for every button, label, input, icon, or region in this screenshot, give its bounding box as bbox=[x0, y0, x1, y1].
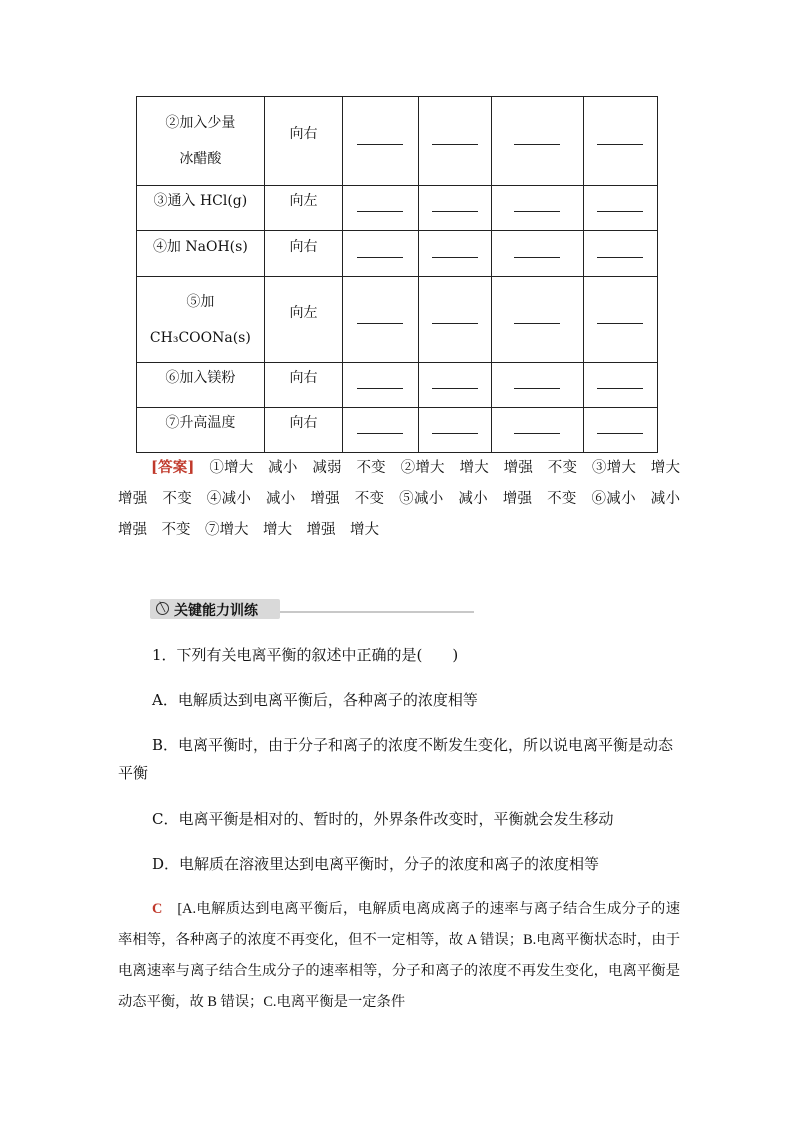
blank-line bbox=[514, 247, 560, 258]
blank-line bbox=[357, 378, 403, 389]
table-row bbox=[137, 97, 658, 186]
answer-text: ①增大 减小 减弱 不变 ②增大 增大 增强 不变 ③增大 增大 增强 不变 ④减小 减小 增强 不变 ⑤减小 减小 增强 不变 ⑥减小 减小 增强 不变 ⑦增大 增大 增强 增大 bbox=[118, 460, 695, 538]
blank-cell bbox=[418, 231, 491, 277]
section-divider bbox=[280, 611, 474, 613]
option-d: D．电解质在溶液里达到电离平衡时，分子的浓度和离子的浓度相等 bbox=[152, 855, 600, 873]
blank-cell bbox=[492, 277, 584, 363]
blank-line bbox=[357, 201, 403, 212]
table-row bbox=[137, 408, 658, 453]
answer-tag: [答案] bbox=[151, 459, 195, 476]
blank-cell bbox=[418, 408, 491, 453]
blank-cell bbox=[418, 186, 491, 231]
section-title: 关键能力训练 bbox=[174, 603, 258, 619]
blank-line bbox=[514, 423, 560, 434]
condition-cell: ②加入少量 冰醋酸 bbox=[137, 97, 265, 186]
blank-line bbox=[597, 423, 643, 434]
blank-line bbox=[432, 134, 478, 145]
blank-cell bbox=[492, 408, 584, 453]
blank-cell bbox=[418, 277, 491, 363]
blank-line bbox=[597, 201, 643, 212]
blank-cell bbox=[583, 277, 657, 363]
option-b: B．电离平衡时，由于分子和离子的浓度不断发生变化，所以说电离平衡是动态平衡 bbox=[118, 736, 674, 782]
condition-cell: ⑥加入镁粉 bbox=[137, 363, 265, 408]
blank-line bbox=[597, 134, 643, 145]
blank-cell bbox=[492, 97, 584, 186]
blank-cell bbox=[583, 408, 657, 453]
blank-line bbox=[432, 247, 478, 258]
table-row bbox=[137, 231, 658, 277]
blank-cell bbox=[492, 363, 584, 408]
direction-cell: 向右 bbox=[264, 363, 342, 408]
table-row bbox=[137, 277, 658, 363]
circle-slash-icon: ╲ bbox=[156, 602, 169, 615]
section-header bbox=[150, 599, 474, 623]
blank-cell bbox=[583, 186, 657, 231]
answer-paragraph bbox=[118, 452, 695, 546]
condition-cell: ④加 NaOH(s) bbox=[137, 231, 265, 277]
blank-line bbox=[514, 378, 560, 389]
blank-line bbox=[514, 313, 560, 324]
direction-cell: 向右 bbox=[264, 97, 342, 186]
blank-cell bbox=[583, 97, 657, 186]
equilibrium-table bbox=[136, 96, 658, 453]
direction-cell: 向右 bbox=[264, 408, 342, 453]
option-a: A．电解质达到电离平衡后，各种离子的浓度相等 bbox=[152, 691, 478, 709]
blank-cell bbox=[343, 408, 418, 453]
blank-line bbox=[597, 313, 643, 324]
blank-cell bbox=[583, 231, 657, 277]
blank-cell bbox=[343, 186, 418, 231]
question-stem: 1．下列有关电离平衡的叙述中正确的是( ) bbox=[152, 646, 459, 664]
explanation-text: [A.电解质达到电离平衡后，电解质电离成离子的速率与离子结合生成分子的速率相等，各种离子的浓度不再变化，但不一定相等，故 A 错误；B.电离平衡状态时，由于电离速率与离子结合生成分子的速率相等，分子和离子的浓度不再发生变化，电离平衡是动态平衡，故 B 错误；C.电离平衡是一定条件 bbox=[118, 901, 680, 1010]
blank-line bbox=[597, 378, 643, 389]
condition-cell: ⑤加 CH₃COONa(s) bbox=[137, 277, 265, 363]
option-c: C．电离平衡是相对的、暂时的，外界条件改变时，平衡就会发生移动 bbox=[152, 810, 614, 828]
blank-cell bbox=[418, 97, 491, 186]
blank-cell bbox=[583, 363, 657, 408]
blank-cell bbox=[343, 363, 418, 408]
blank-line bbox=[432, 423, 478, 434]
blank-cell bbox=[343, 97, 418, 186]
blank-line bbox=[514, 201, 560, 212]
table-row bbox=[137, 363, 658, 408]
blank-line bbox=[357, 134, 403, 145]
blank-cell bbox=[343, 277, 418, 363]
direction-cell: 向右 bbox=[264, 231, 342, 277]
direction-cell: 向左 bbox=[264, 186, 342, 231]
explanation-paragraph bbox=[118, 894, 680, 1018]
blank-cell bbox=[492, 186, 584, 231]
blank-cell bbox=[343, 231, 418, 277]
direction-cell: 向左 bbox=[264, 277, 342, 363]
blank-line bbox=[432, 313, 478, 324]
table-row bbox=[137, 186, 658, 231]
condition-cell: ③通入 HCl(g) bbox=[137, 186, 265, 231]
blank-line bbox=[432, 378, 478, 389]
correct-answer: C bbox=[152, 901, 163, 917]
condition-cell: ⑦升高温度 bbox=[137, 408, 265, 453]
blank-cell bbox=[492, 231, 584, 277]
blank-line bbox=[432, 201, 478, 212]
blank-line bbox=[357, 313, 403, 324]
blank-line bbox=[357, 423, 403, 434]
blank-line bbox=[357, 247, 403, 258]
blank-line bbox=[597, 247, 643, 258]
blank-line bbox=[514, 134, 560, 145]
blank-cell bbox=[418, 363, 491, 408]
